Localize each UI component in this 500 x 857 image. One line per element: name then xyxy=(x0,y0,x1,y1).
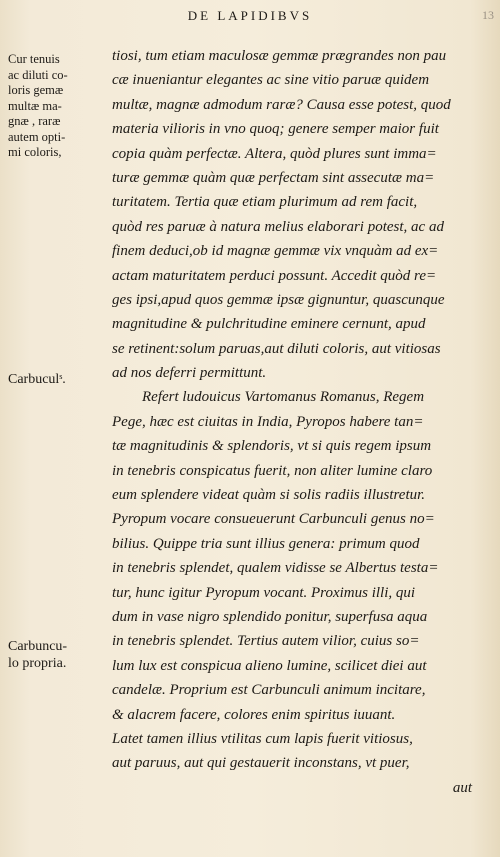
margin-note-line: gnæ , raræ xyxy=(8,114,61,128)
text-line: aut paruus, aut qui gestauerit inconstans, vt puer, xyxy=(112,755,410,772)
text-line: in tenebris splendet. Tertius autem vilior, cuius so= xyxy=(112,633,420,650)
margin-note-line: multæ ma- xyxy=(8,98,62,113)
text-line: Pege, hæc est ciuitas in India, Pyropos habere tan= xyxy=(112,413,424,430)
margin-note-carbuncle-property xyxy=(8,638,108,672)
text-line: se retinent:solum paruas,aut diluti coloris, aut vitiosas xyxy=(112,340,441,357)
text-line: multæ, magnæ admodum raræ? Causa esse potest, quod xyxy=(112,96,451,113)
text-line: tiosi, tum etiam maculosæ gemmæ prægrandes non pau xyxy=(112,48,447,64)
text-line: ad nos deferri permittunt. xyxy=(112,365,267,382)
running-header: DE LAPIDIBVS xyxy=(187,8,313,23)
text-line: bilius. Quippe tria sunt illius genera: primum quod xyxy=(112,535,420,552)
margin-note-line: autem opti- xyxy=(8,129,66,144)
text-line: lum lux est conspicua alieno lumine, scilicet diei aut xyxy=(112,657,427,674)
text-line: Latet tamen illius vtilitas cum lapis fuerit vitiosus, xyxy=(112,730,413,747)
text-line: tæ magnitudinis & splendoris, vt si quis regem ipsum xyxy=(112,438,432,455)
text-line: Refert ludouicus Vartomanus Romanus, Regem xyxy=(142,389,425,406)
margin-note-line: ac diluti co- xyxy=(8,67,68,82)
text-line: actam maturitatem perduci possunt. Accedit quòd re= xyxy=(112,267,437,284)
text-line: quòd res paruæ à natura melius elaborari potest, ac ad xyxy=(112,218,444,235)
text-line: magnitudine & pulchritudine eminere cernunt, apud xyxy=(112,316,426,333)
text-line: finem deduci,ob id magnæ gemmæ vix vnquàm ad ex= xyxy=(112,243,439,260)
main-text-column xyxy=(112,44,492,800)
text-line: ges ipsi,apud quos gemmæ ipsæ gignuntur, quascunque xyxy=(112,291,445,308)
text-line: dum in vase nigro splendido ponitur, superfusa aqua xyxy=(112,608,428,625)
text-line: cæ inueniantur elegantes ac sine vitio paruæ quidem xyxy=(112,72,430,89)
margin-note-line: mi coloris, xyxy=(8,145,62,159)
margin-note-line: Cur tenuis xyxy=(8,52,60,66)
text-line: tur, hunc igitur Pyropum vocant. Proximus illi, qui xyxy=(112,584,416,601)
text-line: in tenebris conspicatus fuerit, non aliter lumine claro xyxy=(112,462,433,479)
text-line: copia quàm perfectæ. Altera, quòd plures sunt imma= xyxy=(112,145,437,162)
text-line: aut xyxy=(452,779,472,796)
margin-note-line: loris gemæ xyxy=(8,83,64,97)
margin-note-colors xyxy=(8,52,108,161)
text-line: candelæ. Proprium est Carbunculi animum incitare, xyxy=(112,682,426,699)
text-line: Pyropum vocare consueuerunt Carbunculi genus no= xyxy=(112,511,435,528)
margin-note-line: Carbuculˢ. xyxy=(8,372,66,387)
margin-note-line: lo propria. xyxy=(8,656,67,671)
text-line: in tenebris splendet, qualem vidisse se Albertus testa= xyxy=(112,560,439,577)
text-line: turitatem. Tertia quæ etiam plurimum ad rem facit, xyxy=(112,194,418,211)
text-line: materia vilioris in vno quoq; genere semper maior fuit xyxy=(112,121,439,138)
text-line: & alacrem facere, colores enim spiritus iuuant. xyxy=(112,706,396,723)
page-number: 13 xyxy=(482,8,494,22)
text-line: turæ gemmæ quàm quæ perfectam sint assecutæ ma= xyxy=(112,169,435,186)
text-line: eum splendere videat quàm si solis radiis illustretur. xyxy=(112,487,426,504)
margin-note-line: Carbuncu- xyxy=(8,639,68,654)
margin-note-carbuncle xyxy=(8,372,108,388)
